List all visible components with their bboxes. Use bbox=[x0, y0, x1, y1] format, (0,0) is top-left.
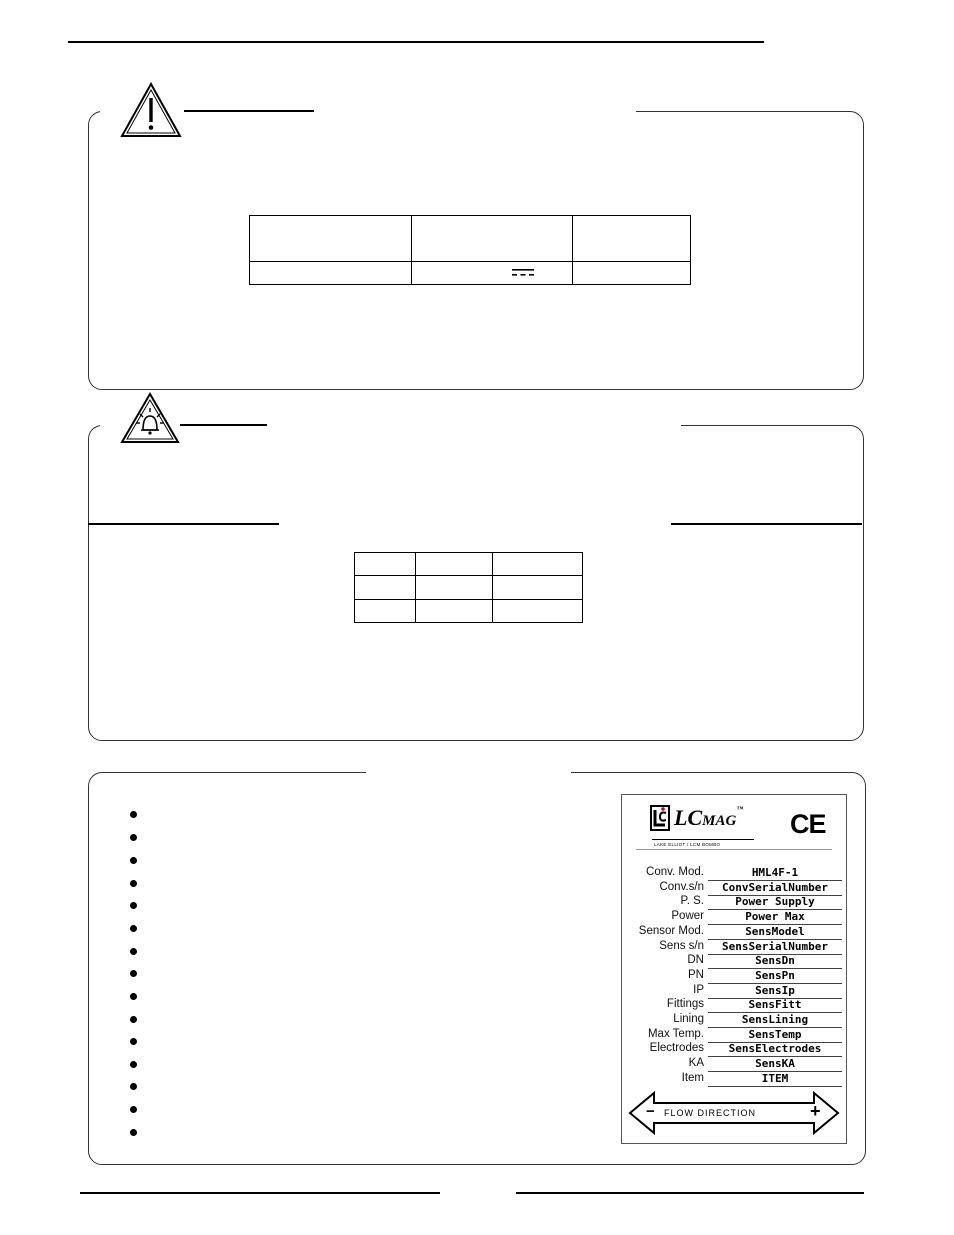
alarm-table-cell bbox=[416, 600, 493, 623]
row-value: Power Supply bbox=[708, 895, 842, 910]
warning-title-rule bbox=[184, 110, 314, 112]
nameplate-row bbox=[622, 940, 846, 955]
brand-tagline: LAKE ELLIOT / LCM BOMBO bbox=[654, 842, 721, 847]
nameplate-row bbox=[622, 1057, 846, 1072]
list-bullet bbox=[130, 1038, 137, 1045]
alarm-table-cell bbox=[355, 576, 416, 600]
nameplate-row bbox=[622, 1028, 846, 1043]
dc-current-symbol-icon bbox=[512, 269, 534, 277]
supply-table-cell bbox=[573, 262, 691, 285]
row-label: P. S. bbox=[680, 895, 704, 908]
row-label: Max Temp. bbox=[647, 1027, 704, 1040]
warning-triangle-icon bbox=[120, 82, 182, 138]
nameplate-row bbox=[622, 925, 846, 940]
flow-direction-label: FLOW DIRECTION bbox=[664, 1108, 756, 1118]
nameplate-row bbox=[622, 910, 846, 925]
supply-table-cell bbox=[250, 262, 412, 285]
row-label: Lining bbox=[673, 1013, 704, 1025]
nameplate-row bbox=[622, 954, 846, 969]
list-bullet bbox=[130, 1083, 137, 1090]
alarm-title-rule bbox=[180, 424, 267, 426]
alarm-table-cell bbox=[493, 600, 583, 623]
identification-title-gap bbox=[366, 769, 571, 775]
alarm-table-cell bbox=[493, 576, 583, 600]
alarm-table-cell bbox=[416, 553, 493, 576]
brand-trademark: ™ bbox=[736, 805, 744, 813]
alarm-subsection-rule-left bbox=[88, 523, 279, 525]
row-value: SensIp bbox=[708, 984, 842, 999]
nameplate-row bbox=[622, 998, 846, 1013]
row-label: Power bbox=[671, 910, 704, 923]
alarm-bell-icon bbox=[120, 392, 180, 444]
nameplate-row bbox=[622, 1072, 846, 1087]
alarm-subsection-rule-right bbox=[671, 523, 862, 525]
ce-mark: CE bbox=[790, 809, 826, 839]
row-value: SensLining bbox=[708, 1013, 842, 1028]
nameplate-row bbox=[622, 1042, 846, 1057]
row-value: SensTemp bbox=[708, 1028, 842, 1043]
row-label: Electrodes bbox=[649, 1042, 704, 1055]
row-value: SensFitt bbox=[708, 998, 842, 1013]
list-bullet bbox=[130, 1016, 137, 1023]
row-value: ConvSerialNumber bbox=[708, 881, 842, 896]
list-bullet bbox=[130, 902, 137, 909]
footer-rule-left bbox=[80, 1192, 440, 1194]
row-value: Power Max bbox=[708, 910, 842, 925]
row-value: SensElectrodes bbox=[708, 1042, 842, 1057]
alarm-table-cell bbox=[493, 553, 583, 576]
list-bullet bbox=[130, 1106, 137, 1113]
alarm-table-cell bbox=[416, 576, 493, 600]
nameplate-row bbox=[622, 969, 846, 984]
brand-prefix: LC bbox=[674, 805, 703, 830]
list-bullet bbox=[130, 970, 137, 977]
row-label: IP bbox=[693, 983, 704, 996]
nameplate-row bbox=[622, 1013, 846, 1028]
footer-rule-right bbox=[516, 1192, 864, 1194]
list-bullet bbox=[130, 811, 137, 818]
row-label: Sensor Mod. bbox=[638, 924, 704, 937]
supply-table bbox=[249, 215, 691, 285]
row-label: PN bbox=[688, 968, 704, 981]
list-bullet bbox=[130, 857, 137, 864]
alarm-table-cell bbox=[355, 600, 416, 623]
brand-logo-text bbox=[674, 805, 743, 831]
flow-plus-sign: + bbox=[810, 1101, 821, 1121]
warning-title-gap bbox=[314, 108, 636, 114]
alarm-title-gap bbox=[267, 422, 681, 428]
list-bullet bbox=[130, 1061, 137, 1068]
row-label: Fittings bbox=[666, 998, 704, 1011]
nameplate-row bbox=[622, 881, 846, 896]
flow-minus-sign: − bbox=[646, 1103, 655, 1120]
row-label: DN bbox=[687, 954, 704, 967]
row-value: SensSerialNumber bbox=[708, 940, 842, 955]
row-value: SensKA bbox=[708, 1057, 842, 1072]
row-label: KA bbox=[688, 1057, 704, 1070]
lcmag-logo-icon bbox=[650, 805, 670, 831]
supply-table-cell bbox=[412, 262, 573, 285]
row-label: Conv.s/n bbox=[659, 880, 704, 893]
row-value: SensPn bbox=[708, 969, 842, 984]
nameplate-row bbox=[622, 984, 846, 999]
row-label: Sens s/n bbox=[659, 939, 704, 952]
product-nameplate bbox=[621, 794, 847, 1144]
list-bullet bbox=[130, 1129, 137, 1136]
supply-table-header-cell bbox=[573, 216, 691, 262]
row-label: Item bbox=[681, 1071, 704, 1084]
brand-suffix: MAG bbox=[702, 813, 737, 829]
list-bullet bbox=[130, 834, 137, 841]
row-value: SensModel bbox=[708, 925, 842, 940]
brand-underline bbox=[652, 839, 754, 840]
header-separator bbox=[636, 849, 832, 850]
list-bullet bbox=[130, 948, 137, 955]
list-bullet bbox=[130, 880, 137, 887]
nameplate-row bbox=[622, 866, 846, 881]
nameplate-row bbox=[622, 895, 846, 910]
list-bullet bbox=[130, 993, 137, 1000]
alarm-table bbox=[354, 552, 583, 623]
row-label: Conv. Mod. bbox=[646, 866, 704, 878]
row-value: HML4F-1 bbox=[708, 866, 842, 881]
row-value: ITEM bbox=[708, 1072, 842, 1087]
supply-table-header-cell bbox=[250, 216, 412, 262]
header-rule bbox=[68, 41, 764, 43]
alarm-table-cell bbox=[355, 553, 416, 576]
row-value: SensDn bbox=[708, 954, 842, 969]
supply-table-header-cell bbox=[412, 216, 573, 262]
list-bullet bbox=[130, 925, 137, 932]
